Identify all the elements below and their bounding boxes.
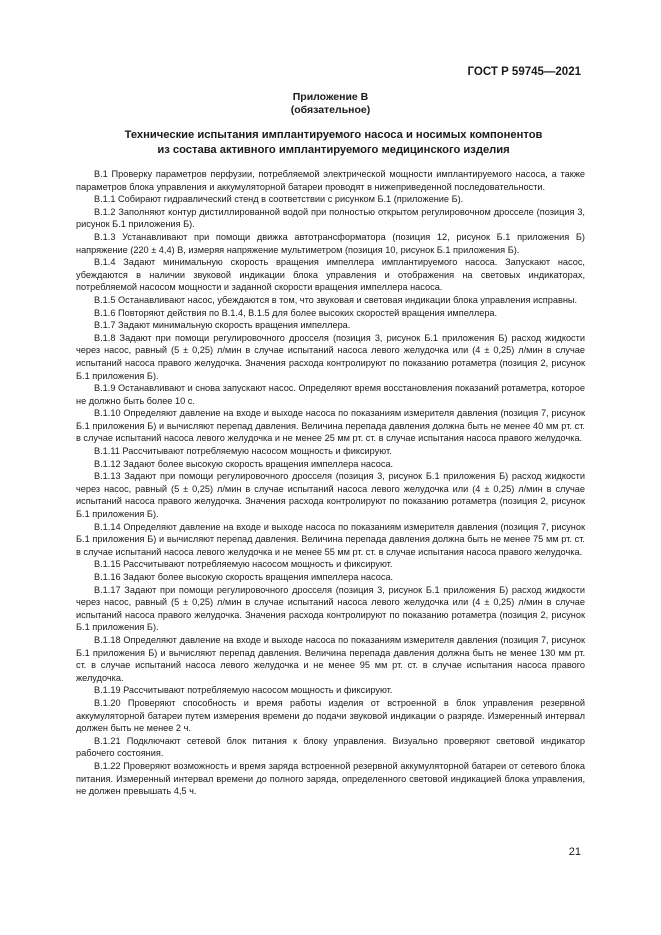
paragraph: В.1.18 Определяют давление на входе и выходе насоса по показаниям измерителя давления (позиция 7, рисунок Б.1 приложения Б) и вычисляют перепад давления. Величина перепада давления должна быть не менее 130 мм рт. ст. в случае испытаний насоса левого желудочка и не менее 95 мм рт. ст. в случае испытания насоса правого желудочка. <box>76 634 585 683</box>
page-number: 21 <box>568 846 581 858</box>
paragraph: В.1.5 Останавливают насос, убеждаются в том, что звуковая и световая индикации блока управления исправны. <box>94 294 578 305</box>
paragraph: В.1.6 Повторяют действия по В.1.4, В.1.5 для более высоких скоростей вращения импеллера. <box>94 307 498 318</box>
paragraph: В.1.11 Рассчитывают потребляемую насосом мощность и фиксируют. <box>94 446 392 457</box>
paragraph: В.1.14 Определяют давление на входе и выходе насоса по показаниям измерителя давления (позиция 7, рисунок Б.1 приложения Б) и вычисляют перепад давления. Величина перепада давления должна быть не менее 75 мм рт. ст. в случае испытаний насоса левого желудочка и не менее 55 мм рт. ст. в случае испытания насоса правого желудочка. <box>76 521 585 557</box>
paragraph: В.1.19 Рассчитывают потребляемую насосом мощность и фиксируют. <box>94 685 393 696</box>
paragraph: В.1 Проверку параметров перфузии, потребляемой электрической мощности имплантируемого насоса, а также параметров блока управления и аккумуляторной батареи проводят в нижеприведенной последовательности. <box>76 169 585 192</box>
paragraph: В.1.4 Задают минимальную скорость вращения импеллера имплантируемого насоса. Запускают насос, убеждаются в наличии звуковой индикации блока управления и отображения на световых индикаторах, потребляемой насосом мощности и заданной скорости вращения импеллера насоса. <box>76 257 585 293</box>
paragraph: В.1.2 Заполняют контур дистиллированной водой при полностью открытом регулировочном дросселе (позиция 3, рисунок Б.1 приложения Б). <box>76 206 585 230</box>
standard-number: ГОСТ Р 59745—2021 <box>467 66 581 78</box>
paragraph: В.1.10 Определяют давление на входе и выходе насоса по показаниям измерителя давления (позиция 7, рисунок Б.1 приложения Б) и вычисляют перепад давления. Величина перепада давления должна быть не менее 40 мм рт. ст. в случае испытаний насоса левого желудочка и не менее 25 мм рт. ст. в случае испытания насоса правого желудочка. <box>76 408 585 444</box>
paragraph: В.1.22 Проверяют возможность и время заряда встроенной резервной аккумуляторной батареи от сетевого блока питания. Измеренный интервал времени до полного заряда, определенного световой индикацией блока управления, не должен превышать 4,5 ч. <box>76 760 585 797</box>
paragraph: В.1.8 Задают при помощи регулировочного дросселя (позиция 3, рисунок Б.1 приложения Б) расход жидкости через насос, равный (5 ± 0,25) л/мин в случае испытаний насоса левого желудочка или (4 ± 0,25) л/мин в случае испытаний насоса правого желудочка. Значения расхода контролируют по показанию ротаметра (позиция 2, рисунок Б.1 приложения Б). <box>76 332 585 381</box>
section-heading-line: из состава активного имплантируемого медицинского изделия <box>157 144 510 156</box>
paragraph: В.1.9 Останавливают и снова запускают насос. Определяют время восстановления показаний ротаметра, которое не должно быть более 10 с. <box>76 383 585 406</box>
annex-status: (обязательное) <box>290 104 371 116</box>
paragraph: В.1.17 Задают при помощи регулировочного дросселя (позиция 3, рисунок Б.1 приложения Б) расход жидкости через насос, равный (5 ± 0,25) л/мин в случае испытаний насоса левого желудочка или (4 ± 0,25) л/мин в случае испытаний насоса правого желудочка. Значения расхода контролируют по показанию ротаметра (позиция 2, рисунок Б.1 приложения Б). <box>76 584 585 633</box>
paragraph: В.1.12 Задают более высокую скорость вращения импеллера насоса. <box>94 458 394 469</box>
paragraph: В.1.3 Устанавливают при помощи движка автотрансформатора (позиция 12, рисунок Б.1 приложения Б) напряжение (220 ± 4,4) В, измеряя напряжение мультиметром (позиция 10, рисунок Б.1 приложения Б). <box>76 231 585 255</box>
annex-title: Приложение В <box>292 91 369 103</box>
paragraph: В.1.7 Задают минимальную скорость вращения импеллера. <box>94 320 351 331</box>
section-heading-line: Технические испытания имплантируемого насоса и носимых компонентов <box>124 129 543 141</box>
paragraph: В.1.21 Подключают сетевой блок питания к блоку управления. Визуально проверяют световой индикатор рабочего состояния. <box>76 735 585 759</box>
paragraph: В.1.20 Проверяют способность и время работы изделия от встроенной в блок управления резервной аккумуляторной батареи путем измерения времени до подачи звуковой индикации о разряде. Измеренный интервал должен быть не менее 2 ч. <box>76 697 585 734</box>
body-text <box>76 168 585 798</box>
paragraph: В.1.13 Задают при помощи регулировочного дросселя (позиция 3, рисунок Б.1 приложения Б) расход жидкости через насос, равный (5 ± 0,25) л/мин в случае испытаний насоса левого желудочка или (4 ± 0,25) л/мин в случае испытаний насоса правого желудочка. Значения расхода контролируют по показанию ротаметра (позиция 2, рисунок Б.1 приложения Б). <box>76 471 585 520</box>
section-heading <box>76 128 591 158</box>
paragraph: В.1.1 Собирают гидравлический стенд в соответствии с рисунком Б.1 (приложение Б). <box>94 194 464 205</box>
paragraph: В.1.16 Задают более высокую скорость вращения импеллера насоса. <box>94 572 394 582</box>
paragraph: В.1.15 Рассчитывают потребляемую насосом мощность и фиксируют. <box>94 559 393 570</box>
